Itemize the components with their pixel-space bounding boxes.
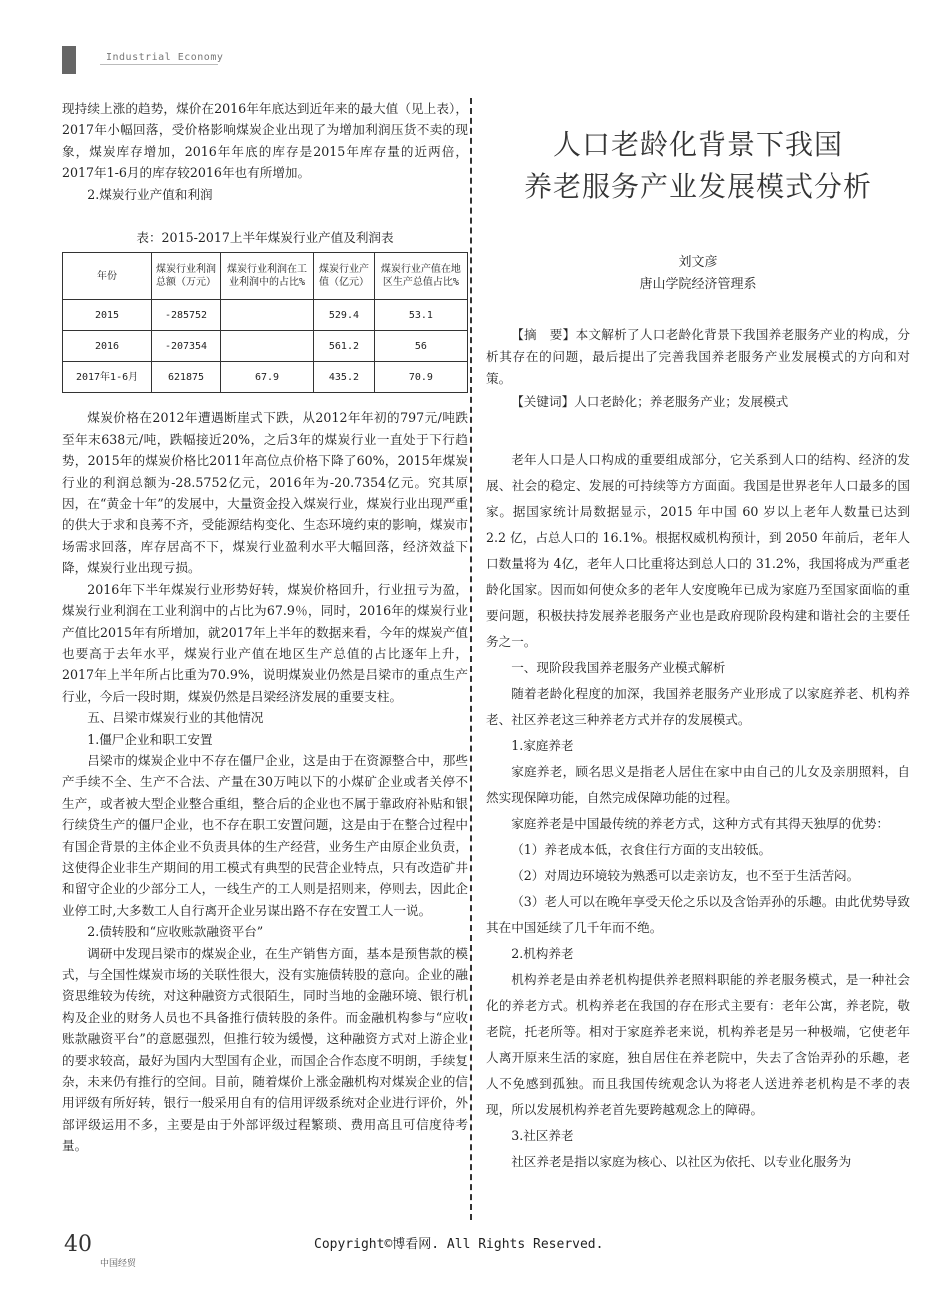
left-paragraph-1: 现持续上涨的趋势，煤价在2016年年底达到近年来的最大值（见上表），2017年小幅回落，受价格影响煤炭企业出现了为增加利润压货不卖的现象，煤炭库存增加，2016年年底的库存是2015年库存量的近两倍，2017年1-6月的库存较2016年也有所增加。 bbox=[62, 101, 468, 181]
copyright-notice: Copyright©博看网. All Rights Reserved. bbox=[314, 1237, 604, 1252]
table-row bbox=[63, 362, 468, 393]
table-caption: 表：2015-2017上半年煤炭行业产值及利润表 bbox=[136, 230, 394, 246]
table-header: 煤炭行业利润总额（万元） bbox=[152, 253, 221, 300]
right-paragraph-1: 老年人口是人口构成的重要组成部分，它关系到人口的结构、经济的发展、社会的稳定、发展的可持续等方方面面。我国是世界老年人口最多的国家。据国家统计局数据显示，2015 年中国 60 岁以上老年人数量已达到 2.2 亿，占总人口的 16.1%。根据权威机构预计，到 2050 年前后，老年人口数量将为 4亿，老年人口比重将达到总人口的 31.2%，我国将成为严重老龄化国家。因而如何使众多的老年人安度晚年已成为家庭乃至国家面临的重要问题，积极扶持发展养老服务产业也是政府现阶段构建和谐社会的主要任务之一。 bbox=[486, 451, 910, 649]
keywords bbox=[486, 391, 910, 413]
right-paragraph-6: 社区养老是指以家庭为核心、以社区为依托、以专业化服务为 bbox=[511, 1153, 852, 1169]
title-line-1: 人口老龄化背景下我国 bbox=[552, 128, 843, 161]
section-header: Industrial Economy bbox=[106, 52, 224, 63]
abstract-label: 【摘 要】 bbox=[511, 327, 576, 342]
table-cell: 2015 bbox=[63, 300, 152, 331]
table-cell bbox=[220, 331, 313, 362]
table-cell: -285752 bbox=[152, 300, 221, 331]
keywords-label: 【关键词】 bbox=[511, 393, 575, 409]
table-cell: 67.9 bbox=[220, 362, 313, 393]
table-cell: 561.2 bbox=[314, 331, 375, 362]
table-cell: -207354 bbox=[152, 331, 221, 362]
table-header-row bbox=[63, 253, 468, 300]
list-item: （3）老人可以在晚年享受天伦之乐以及含饴弄孙的乐趣。由此优势导致其在中国延续了几千年而不绝。 bbox=[486, 893, 910, 935]
right-paragraph-3: 家庭养老，顾名思义是指老人居住在家中由自己的儿女及亲朋照料，自然实现保障功能，自然完成保障功能的过程。 bbox=[486, 763, 910, 805]
abstract bbox=[486, 324, 910, 391]
keywords-text: 人口老龄化；养老服务产业；发展模式 bbox=[574, 393, 789, 409]
table-cell: 435.2 bbox=[314, 362, 375, 393]
title-line-2: 养老服务产业发展模式分析 bbox=[523, 170, 872, 203]
author-name: 刘文彦 bbox=[678, 255, 718, 270]
article-title bbox=[486, 124, 910, 208]
right-paragraph-5: 机构养老是由养老机构提供养老照料职能的养老服务模式，是一种社会化的养老方式。机构养老在我国的存在形式主要有：老年公寓，养老院，敬老院，托老所等。相对于家庭养老来说，机构养老是另一种极端，它使老年人离开原来生活的家庭，独自居住在养老院中，失去了含饴弄孙的乐趣，老人不免感到孤独。而且我国传统观念认为将老人送进养老机构是不孝的表现，所以发展机构养老首先要跨越观念上的障碍。 bbox=[486, 971, 910, 1117]
left-column bbox=[62, 98, 468, 1157]
left-paragraph-5: 调研中发现吕梁市的煤炭企业，在生产销售方面，基本是预售款的模式，与全国性煤炭市场的关联性很大，没有实施债转股的意向。企业的融资思维较为传统，对这种融资方式很陌生，同时当地的金融环境、银行机构及企业的财务人员也不具备推行债转股的条件。而金融机构参与“应收账款融资平台”的意愿强烈，但推行较为缓慢，这种融资方式对上游企业的要求较高，最好为国内大型国有企业，而国企合作态度不明朗，手续复杂，未来仍有推行的空间。目前，随着煤价上涨金融机构对煤炭企业的信用评级有所好转，银行一般采用自有的信用评级系统对企业进行评价，外部评级运用不多，主要是由于外部评级过程繁琐、费用高且可信度待考量。 bbox=[62, 945, 468, 1154]
table-header: 煤炭行业产值在地区生产总值占比% bbox=[374, 253, 467, 300]
article-body bbox=[486, 447, 910, 1175]
table-cell bbox=[220, 300, 313, 331]
table-row bbox=[63, 300, 468, 331]
table-header: 年份 bbox=[63, 253, 152, 300]
heading-community-care: 3.社区养老 bbox=[511, 1127, 574, 1143]
page-number: 40 bbox=[64, 1232, 92, 1257]
left-paragraph-3: 2016年下半年煤炭行业形势好转，煤炭价格回升，行业扭亏为盈，煤炭行业利润在工业利润中的占比为67.9％，同时，2016年的煤炭行业产值比2015年有所增加，就2017年上半年的数据来看，今年的煤炭产值也要高于去年水平，煤炭行业产值在地区生产总值的占比逐年上升，2017年上半年所占比重为70.9%，说明煤炭业仍然是吕梁市的重点生产行业，今后一段时期，煤炭仍然是吕梁经济发展的重要支柱。 bbox=[62, 581, 468, 704]
heading-institutional-care: 2.机构养老 bbox=[511, 945, 574, 961]
heading-section-one: 一、现阶段我国养老服务产业模式解析 bbox=[511, 659, 726, 675]
table-cell: 2016 bbox=[63, 331, 152, 362]
table-header: 煤炭行业利润在工业利润中的占比% bbox=[220, 253, 313, 300]
heading-family-care: 1.家庭养老 bbox=[511, 737, 574, 753]
column-divider bbox=[470, 98, 472, 1220]
coal-industry-table bbox=[62, 252, 468, 393]
heading-output-profit: 2.煤炭行业产值和利润 bbox=[87, 186, 213, 202]
table-cell: 53.1 bbox=[374, 300, 467, 331]
table-cell: 56 bbox=[374, 331, 467, 362]
table-cell: 2017年1-6月 bbox=[63, 362, 152, 393]
header-rule bbox=[100, 64, 218, 65]
abstract-text: 本文解析了人口老龄化背景下我国养老服务产业的构成，分析其存在的问题，最后提出了完善我国养老服务产业发展模式的方向和对策。 bbox=[486, 327, 911, 387]
author-affiliation: 唐山学院经济管理系 bbox=[639, 277, 757, 292]
list-item: （1）养老成本低，衣食住行方面的支出较低。 bbox=[511, 841, 772, 857]
journal-name: 中国经贸 bbox=[100, 1259, 137, 1269]
author-block bbox=[486, 252, 910, 296]
right-column bbox=[486, 98, 910, 1175]
table-header: 煤炭行业产值（亿元） bbox=[314, 253, 375, 300]
right-paragraph-4: 家庭养老是中国最传统的养老方式，这种方式有其得天独厚的优势： bbox=[511, 815, 889, 831]
left-paragraph-2: 煤炭价格在2012年遭遇断崖式下跌，从2012年年初的797元/吨跌至年末638元/吨，跌幅接近20%，之后3年的煤炭行业一直处于下行趋势，2015年的煤炭价格比2011年高位点价格下降了60%，2015年煤炭行业的利润总额为-28.5752亿元，2016年为-20.7354亿元。究其原因，在“黄金十年”的发展中，大量资金投入煤炭行业，煤炭行业出现严重的供大于求和良莠不齐，受能源结构变化、生态环境约束的影响，煤炭市场需求回落，库存居高不下，煤炭行业盈利水平大幅回落，经济效益下降，煤炭行业出现亏损。 bbox=[62, 410, 468, 576]
table-cell: 621875 bbox=[152, 362, 221, 393]
table-cell: 70.9 bbox=[374, 362, 467, 393]
left-paragraph-4: 吕梁市的煤炭企业中不存在僵尸企业，这是由于在资源整合中，那些产手续不全、生产不合法、产量在30万吨以下的小煤矿企业或者关停不生产，或者被大型企业整合重组，整合后的企业也不属于靠政府补贴和银行续贷生产的僵尸企业，也不存在职工安置问题，这是由于在整合过程中有国企背景的主体企业不负责具体的生产经营，业务生产由原企业负责，这使得企业非生产期间的用工模式有典型的民营企业特点，只有改造矿井和留守企业的少部分工人，一线生产的工人则是招则来，停则去，因此企业停工时,大多数工人自行离开企业另谋出路不存在安置工人一说。 bbox=[62, 752, 468, 918]
table-row bbox=[63, 331, 468, 362]
header-bar bbox=[62, 46, 76, 74]
heading-zombie-enterprises: 1.僵尸企业和职工安置 bbox=[87, 731, 213, 747]
heading-section-five: 五、吕梁市煤炭行业的其他情况 bbox=[87, 710, 264, 726]
right-paragraph-2: 随着老龄化程度的加深，我国养老服务产业形成了以家庭养老、机构养老、社区养老这三种养老方式并存的发展模式。 bbox=[486, 685, 910, 727]
heading-debt-equity: 2.债转股和“应收账款融资平台” bbox=[87, 924, 264, 940]
abstract-block bbox=[486, 324, 910, 413]
list-item: （2）对周边环境较为熟悉可以走亲访友，也不至于生活苦闷。 bbox=[511, 867, 860, 883]
table-cell: 529.4 bbox=[314, 300, 375, 331]
